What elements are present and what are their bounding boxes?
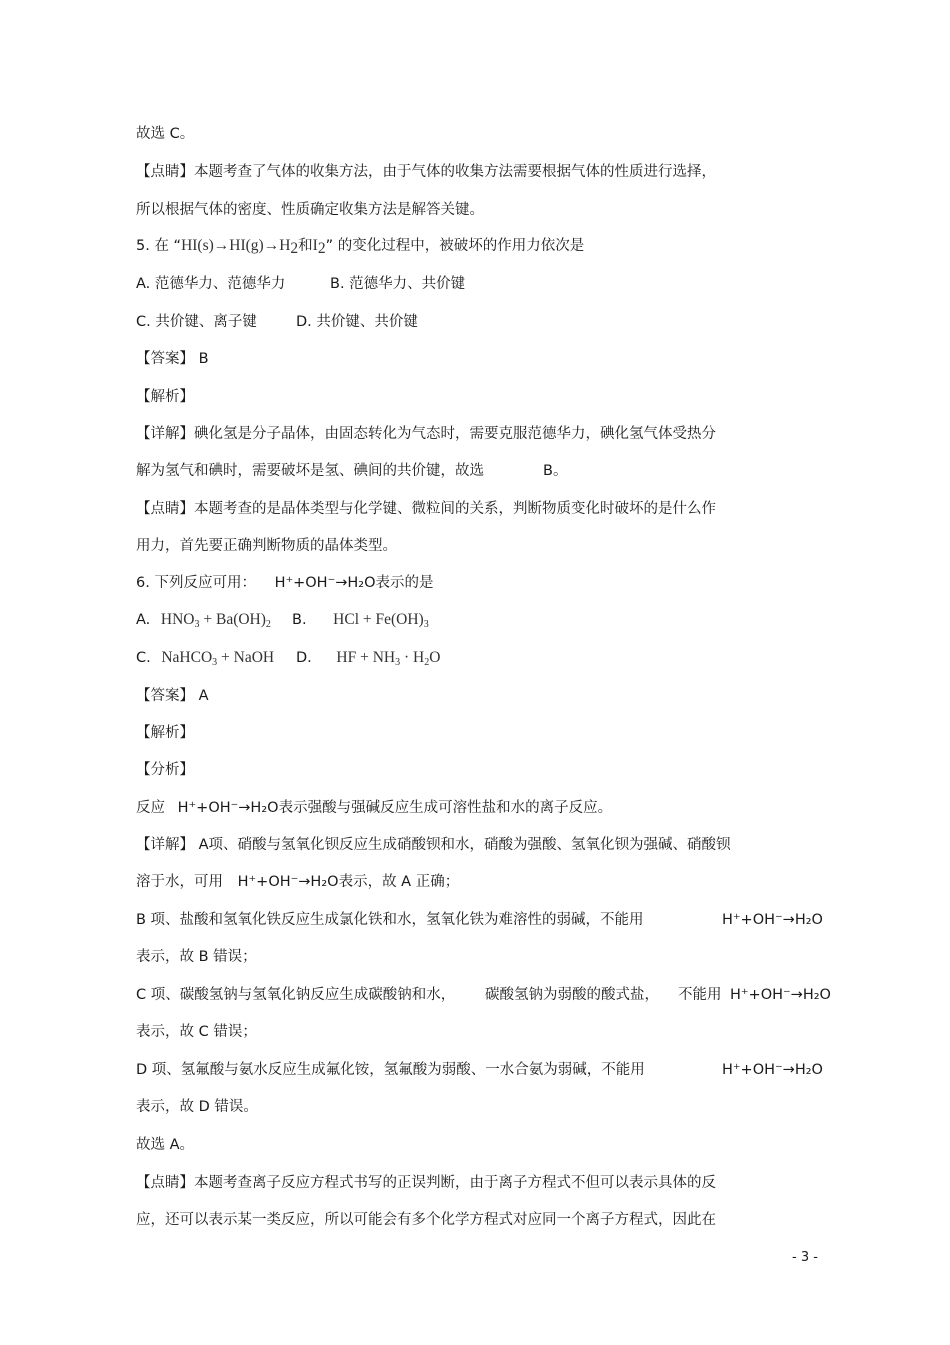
- option-b: [292, 610, 429, 635]
- option-d: [296, 648, 440, 673]
- formula: HI(s)→HI(g)→H: [181, 237, 291, 254]
- text-line: 应，还可以表示某一类反应，所以可能会有多个化学方程式对应同一个离子方程式，因此在: [136, 1212, 716, 1228]
- ionic-equation: H⁺+OH⁻→H₂O: [722, 1062, 823, 1078]
- subscript: 2: [317, 240, 326, 257]
- option-label: C.: [136, 650, 151, 666]
- text-line: 【详解】 A项、硝酸与氢氧化钡反应生成硝酸钡和水，硝酸为强酸、氢氧化钡为强碱、硝酸钡: [136, 837, 731, 853]
- option-label: A.: [136, 612, 151, 628]
- option-c: C. 共价键、离子键: [136, 314, 257, 330]
- text-line: 用力，首先要正确判断物质的晶体类型。: [136, 538, 397, 554]
- stem-text: 和: [298, 238, 313, 254]
- text-line: D 项、氢氟酸与氨水反应生成氟化铵，氢氟酸为弱酸、一水合氨为弱碱，不能用: [136, 1062, 645, 1078]
- text-line: 【点睛】本题考查的是晶体类型与化学键、微粒间的关系，判断物质变化时破坏的是什么作: [136, 501, 716, 517]
- text-line: B。: [543, 463, 568, 479]
- formula: HCl + $Fe(OH)_3$: [333, 611, 429, 630]
- ionic-equation: H⁺+OH⁻→H₂O: [237, 874, 339, 890]
- text-line: 表示，故 C 错误；: [136, 1024, 257, 1040]
- ionic-equation: H⁺+OH⁻→H₂O: [274, 575, 376, 591]
- stem-text: 6. 下列反应可用：: [136, 575, 256, 591]
- text-line: 表示，故 D 错误。: [136, 1099, 258, 1115]
- text-line: 碳酸氢钠为弱酸的酸式盐，: [485, 987, 659, 1003]
- text-line: 故选 A。: [136, 1137, 195, 1153]
- text-line: 反应 H⁺+OH⁻→H₂O表示强酸与强碱反应生成可溶性盐和水的离子反应。: [136, 800, 613, 816]
- question-5-stem: [136, 236, 584, 259]
- text-line: 【点睛】本题考查离子反应方程式书写的正误判断，由于离子方程式不但可以表示具体的反: [136, 1175, 716, 1191]
- option-a: A. 范德华力、范德华力: [136, 276, 286, 292]
- text-line: 不能用: [678, 987, 722, 1003]
- text-line: 溶于水，可用 H⁺+OH⁻→H₂O表示，故 A 正确；: [136, 874, 460, 890]
- ionic-equation: H⁺+OH⁻→H₂O: [722, 912, 823, 928]
- text-line: 故选 C。: [136, 126, 195, 142]
- stem-text: ” 的变化过程中，被破坏的作用力依次是: [325, 238, 585, 254]
- option-d: D. 共价键、共价键: [296, 314, 418, 330]
- text-line: B 项、盐酸和氢氧化铁反应生成氯化铁和水，氢氧化铁为难溶性的弱碱，不能用: [136, 912, 644, 928]
- text-line: 所以根据气体的密度、性质确定收集方法是解答关键。: [136, 202, 484, 218]
- formula: $HNO_3 + Ba(OH)_2$: [160, 611, 271, 630]
- page-number: - 3 -: [792, 1250, 818, 1265]
- analysis-label: 【解析】: [136, 389, 194, 405]
- formula: NaHCO$_3$ + NaOH: [161, 649, 275, 668]
- stem-text: 5. 在 “: [136, 238, 182, 254]
- formula: HF + $NH_3 \cdot H_2O$: [336, 649, 441, 668]
- ionic-equation: H⁺+OH⁻→H₂O: [177, 800, 279, 816]
- answer-label: 【答案】 A: [136, 688, 209, 704]
- text-line: 解为氢气和碘时，需要破坏是氢、碘间的共价键，故选: [136, 463, 484, 479]
- option-b: B. 范德华力、共价键: [330, 276, 466, 292]
- analysis-label: 【分析】: [136, 762, 194, 778]
- analysis-label: 【解析】: [136, 725, 194, 741]
- option-label: B.: [292, 612, 307, 628]
- answer-label: 【答案】 B: [136, 351, 209, 367]
- subscript: 2: [290, 240, 299, 257]
- option-a: [136, 610, 271, 635]
- text-line: 【详解】碘化氢是分子晶体，由固态转化为气态时，需要克服范德华力，碘化氢气体受热分: [136, 426, 716, 442]
- option-label: D.: [296, 650, 312, 666]
- formula: I: [312, 237, 318, 254]
- stem-text: 表示的是: [375, 575, 434, 591]
- question-6-stem: [136, 573, 434, 593]
- text-line: 【点睛】本题考查了气体的收集方法，由于气体的收集方法需要根据气体的性质进行选择，: [136, 164, 716, 180]
- option-c: [136, 648, 274, 673]
- ionic-equation: H⁺+OH⁻→H₂O: [730, 987, 831, 1003]
- text-line: C 项、碳酸氢钠与氢氧化钠反应生成碳酸钠和水，: [136, 987, 456, 1003]
- text-line: 表示，故 B 错误；: [136, 949, 257, 965]
